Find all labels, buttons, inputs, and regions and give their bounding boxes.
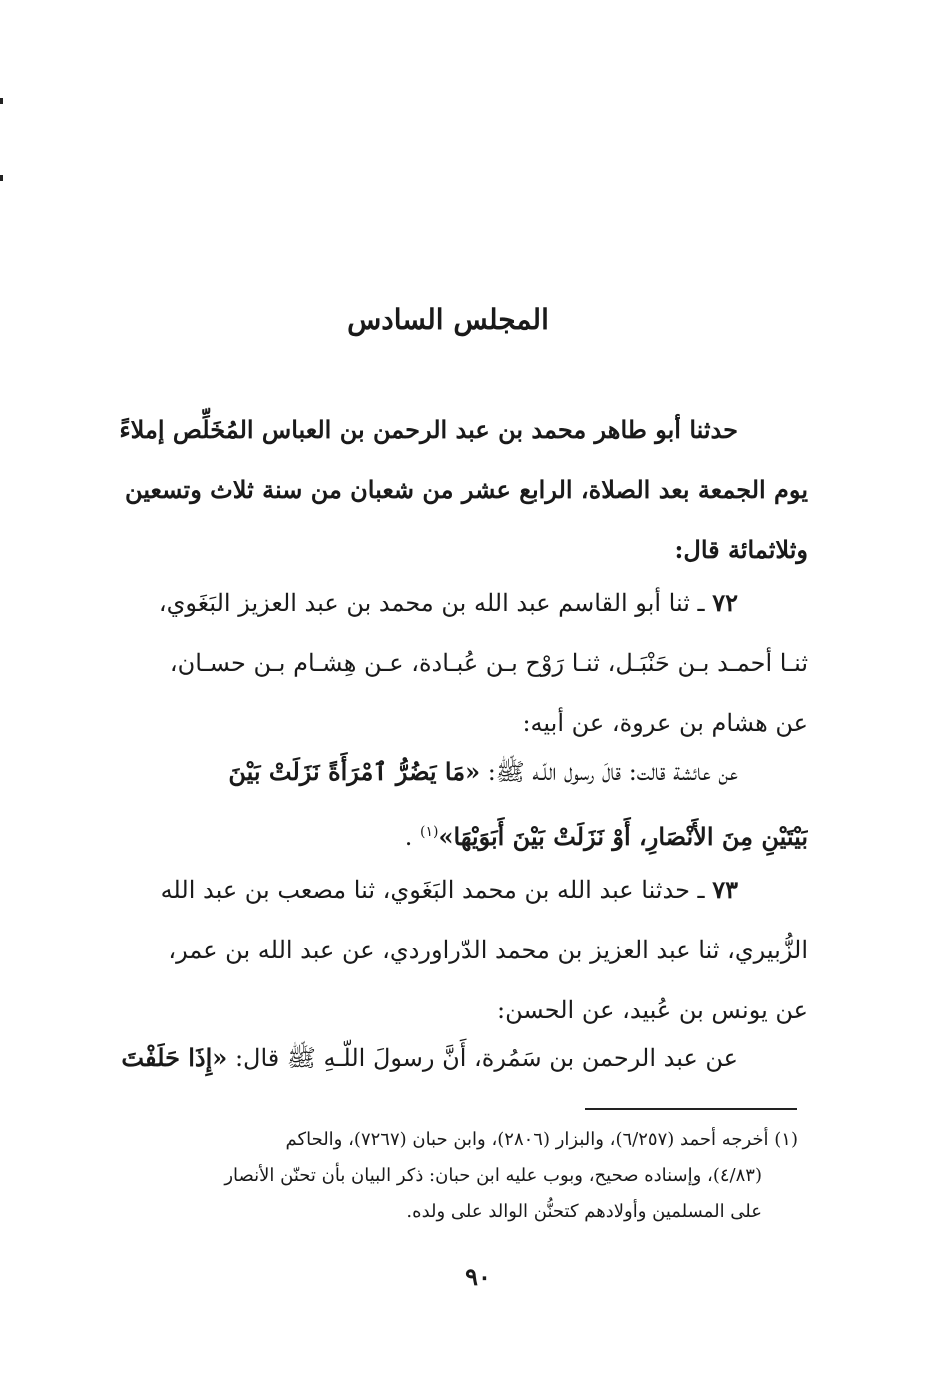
page-number: ٩٠ [465,1262,491,1291]
hadith-72-chain [78,573,808,753]
intro-paragraph [78,400,808,580]
hadith-chain-line: الزُّبيري، ثنا عبد العزيز بن محمد الدّراوردي، عن عبد الله بن عمر، [168,936,808,964]
sentence-end: . [404,823,413,851]
hadith-number: ٧٢ [712,588,738,617]
hadith-chain-line: ٧٣ ـ حدثنا عبد الله بن محمد البَغَوي، ثنا مصعب بن عبد الله [160,875,738,904]
footnote-reference[interactable]: (١) [420,824,439,840]
footnote-line: (١) أخرجه أحمد (٦/٢٥٧)، والبزار (٢٨٠٦)، وابن حبان (٧٢٦٧)، والحاكم [285,1129,798,1150]
hadith-quote: «مَا يَضُرُّ ٱمْرَأَةً نَزَلَتْ بَيْنَ [228,757,481,786]
footnote-line: (٤/٨٣)، وإسناده صحيح، وبوب عليه ابن حبان: ذكر البيان بأن تحنّن الأنصار [224,1165,762,1186]
hadith-72-text [78,742,808,862]
hadith-73-chain [78,860,808,1040]
scan-edge-mark [0,175,3,181]
hadith-text-line [78,742,808,802]
hadith-chain-line: عن هشام بن عروة، عن أبيه: [522,709,808,737]
hadith-chain-line: ٧٢ ـ ثنا أبو القاسم عبد الله بن محمد بن عبد العزيز البَغَوي، [158,588,738,617]
footnotes [78,1122,798,1230]
hadith-text-lead: عن عبد الرحمن بن سَمُرة، أَنَّ رسولَ اللّـهِ ﷺ قال: [234,1044,738,1072]
hadith-quote: بَيْتَيْنِ مِنَ الأَنْصَارِ، أَوْ نَزَلَتْ بَيْنَ أَبَوَيْهَا» [438,822,808,851]
chapter-title: المجلس السادس [347,303,549,336]
hadith-text-line [78,1028,808,1088]
hadith-chain-text: حدثنا عبد الله بن محمد البَغَوي، ثنا مصعب بن عبد الله [160,876,690,904]
hadith-number: ٧٣ [712,875,738,904]
hadith-quote: «إِذَا حَلَفْتَ [121,1043,228,1072]
intro-line: يوم الجمعة بعد الصلاة، الرابع عشر من شعبان من سنة ثلاث وتسعين [125,475,808,504]
hadith-73-text [78,1028,808,1088]
hadith-chain-line: عن يونس بن عُبيد، عن الحسن: [496,996,808,1024]
scan-edge-mark [0,98,3,104]
footnote-line: على المسلمين وأولادهم كتحنُّن الوالد على ولده. [406,1201,762,1222]
hadith-text-lead: عن عائشة قالت: قالَ رسول اللّـه ﷺ: [487,758,738,786]
footnote-divider [585,1108,797,1110]
intro-line: وثلاثمائة قال: [674,535,808,564]
intro-line: حدثنا أبو طاهر محمد بن عبد الرحمن بن العباس المُخَلِّص إملاءً [119,415,738,444]
hadith-chain-text: ثنا أبو القاسم عبد الله بن محمد بن عبد العزيز البَغَوي، [158,589,690,617]
hadith-text-line [78,802,808,862]
hadith-chain-line: ثنـا أحمـد بـن حَنْبَـل، ثنـا رَوْح بـن عُبـادة، عـن هِشـام بـن حسـان، [169,649,808,677]
